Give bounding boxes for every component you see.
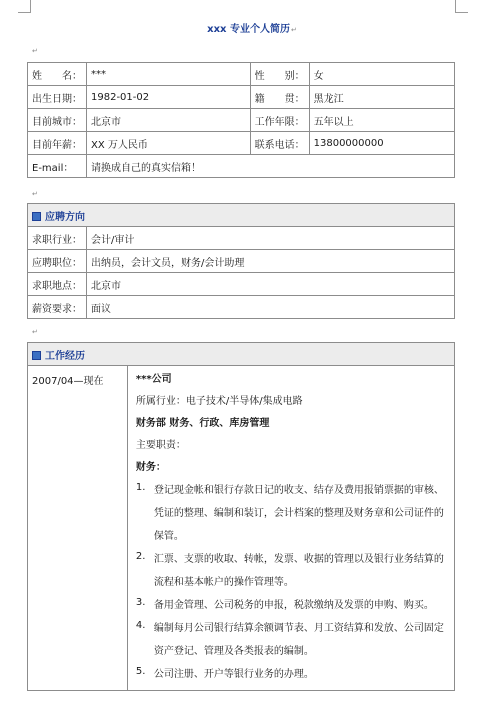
value-hometown: 黑龙江 bbox=[309, 86, 454, 109]
basic-row bbox=[28, 86, 455, 109]
resume-title: xxx 专业个人简历↵ bbox=[207, 24, 297, 35]
value-gender: 女 bbox=[309, 63, 454, 86]
page-corner-mark-left bbox=[18, 0, 31, 13]
square-bullet-icon bbox=[32, 212, 41, 221]
duty-item bbox=[136, 479, 446, 548]
value-work-years: 五年以上 bbox=[309, 109, 454, 132]
intent-row bbox=[28, 227, 455, 250]
value-email[interactable]: 请换成自己的真实信箱！ bbox=[87, 155, 455, 178]
duty-text: 公司注册、开户等银行业务的办理。 bbox=[153, 669, 314, 680]
duty-number: 1. bbox=[135, 482, 146, 493]
label-salary: 目前年薪： bbox=[28, 132, 87, 155]
label-gender: 性 别： bbox=[250, 63, 309, 86]
section-title: 工作经历 bbox=[45, 350, 85, 362]
value-birthdate: 1982-01-02 bbox=[87, 86, 251, 109]
basic-row bbox=[28, 63, 455, 86]
duty-text: 登记现金帐和银行存款日记的收支、结存及费用报销票据的审核、凭证的整理、编制和装订，会计档案的整理及财务章和公司证件的保管。 bbox=[153, 485, 444, 542]
experience-period: 2007/04—现在 bbox=[28, 366, 128, 691]
intent-row bbox=[28, 273, 455, 296]
label-city: 目前城市： bbox=[28, 109, 87, 132]
duty-text: 汇票、支票的收取、转帐，发票、收据的管理以及银行业务结算的流程和基本帐户的操作管理等。 bbox=[153, 554, 444, 588]
experience-row bbox=[28, 366, 455, 691]
intent-label: 求职行业： bbox=[28, 227, 87, 250]
section-header-intent bbox=[28, 204, 455, 227]
intent-label: 薪资要求： bbox=[28, 296, 87, 319]
basic-row bbox=[28, 155, 455, 178]
paragraph-mark-icon: ↵ bbox=[32, 190, 38, 198]
intent-value: 出纳员，会计文员，财务/会计助理 bbox=[87, 250, 455, 273]
label-work-years: 工作年限： bbox=[250, 109, 309, 132]
square-bullet-icon bbox=[32, 351, 41, 360]
section-title: 应聘方向 bbox=[45, 211, 85, 223]
basic-info-table bbox=[27, 62, 455, 178]
experience-details bbox=[127, 366, 454, 691]
intent-row bbox=[28, 296, 455, 319]
value-name: *** bbox=[87, 63, 251, 86]
duty-number: 2. bbox=[135, 551, 146, 562]
label-phone: 联系电话： bbox=[250, 132, 309, 155]
basic-row bbox=[28, 109, 455, 132]
value-city: 北京市 bbox=[87, 109, 251, 132]
value-salary: XX 万人民币 bbox=[87, 132, 251, 155]
intent-row bbox=[28, 250, 455, 273]
label-birthdate: 出生日期： bbox=[28, 86, 87, 109]
intent-value: 会计/审计 bbox=[87, 227, 455, 250]
finance-label: 财务： bbox=[135, 462, 166, 473]
intent-value: 面议 bbox=[87, 296, 455, 319]
duty-item bbox=[136, 617, 446, 663]
intent-label: 求职地点： bbox=[28, 273, 87, 296]
value-phone: 13800000000 bbox=[309, 132, 454, 155]
section-header-experience bbox=[28, 343, 455, 366]
duty-item bbox=[136, 548, 446, 594]
duties-label: 主要职责： bbox=[135, 440, 186, 451]
department: 财务部 财务、行政、库房管理 bbox=[135, 418, 270, 429]
duty-item bbox=[136, 594, 446, 617]
duty-number: 3. bbox=[135, 597, 146, 608]
job-intent-table bbox=[27, 203, 455, 319]
intent-value: 北京市 bbox=[87, 273, 455, 296]
duty-text: 备用金管理、公司税务的申报，税款缴纳及发票的申购、购买。 bbox=[153, 600, 434, 611]
work-experience-table bbox=[27, 342, 455, 691]
page-corner-mark-right bbox=[455, 0, 468, 13]
duty-list bbox=[136, 479, 446, 686]
label-name: 姓 名： bbox=[28, 63, 87, 86]
company-industry: 所属行业：电子技术/半导体/集成电路 bbox=[135, 396, 303, 407]
duty-number: 4. bbox=[135, 620, 146, 631]
label-email: E-mail： bbox=[28, 155, 87, 178]
basic-row bbox=[28, 132, 455, 155]
duty-text: 编制每月公司银行结算余额调节表、月工资结算和发放、公司固定资产登记、管理及各类报表的编制。 bbox=[153, 623, 444, 657]
company-name: ***公司 bbox=[135, 374, 172, 385]
duty-number: 5. bbox=[135, 666, 146, 677]
paragraph-mark-icon: ↵ bbox=[32, 328, 38, 336]
intent-label: 应聘职位： bbox=[28, 250, 87, 273]
label-hometown: 籍 贯： bbox=[250, 86, 309, 109]
duty-item bbox=[136, 663, 446, 686]
paragraph-mark-icon: ↵ bbox=[32, 47, 38, 55]
